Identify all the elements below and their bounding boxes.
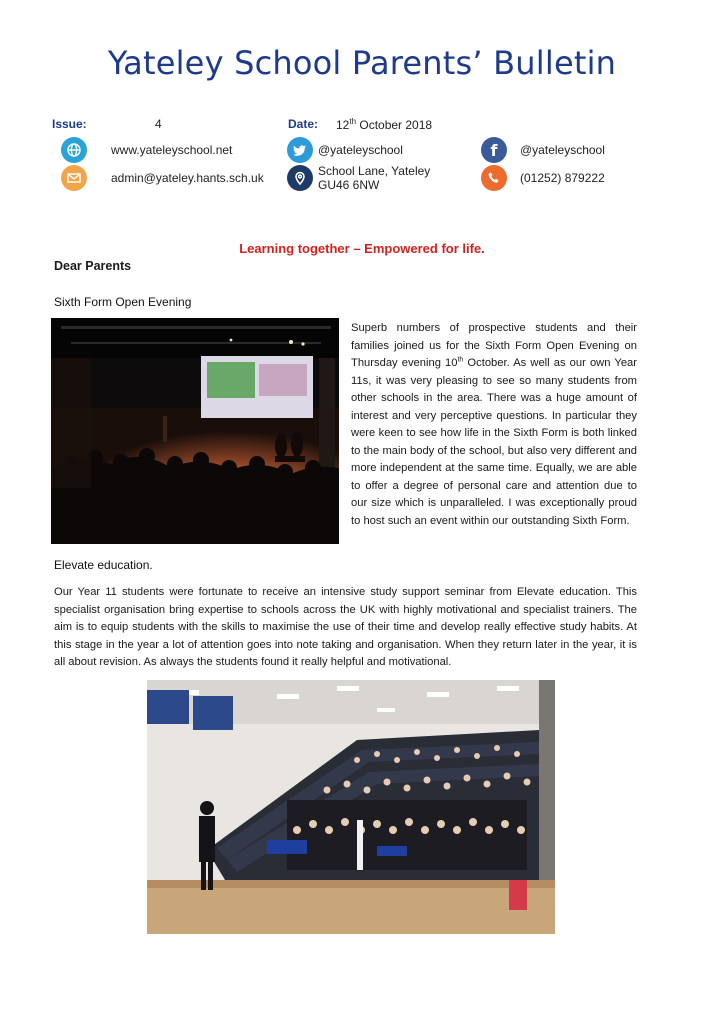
envelope-icon xyxy=(61,165,87,191)
school-motto: Learning together – Empowered for life. xyxy=(239,241,485,256)
email-text: admin@yateley.hants.sch.uk xyxy=(111,171,264,185)
open-evening-photo xyxy=(51,318,339,544)
date-suffix: th xyxy=(349,117,357,126)
section-heading-open-evening: Sixth Form Open Evening xyxy=(54,295,192,309)
issue-label: Issue: xyxy=(52,117,87,131)
globe-icon xyxy=(61,137,87,163)
phone-icon xyxy=(481,165,507,191)
open-evening-text-sup: th xyxy=(457,356,464,364)
address-line2: GU46 6NW xyxy=(318,178,380,192)
salutation: Dear Parents xyxy=(54,259,132,273)
elevate-seminar-photo xyxy=(147,680,555,934)
date-rest: October 2018 xyxy=(356,118,433,132)
elevate-paragraph: Our Year 11 students were fortunate to receive an intensive study support seminar from Elevate education. This specialist organisation bring expertise to schools across the UK with highly motivational and specialist trainers. The aim is to equip students with the skills to maximise the use of their time and develop really effective study habits. At this stage in the year a lot of attention goes into note taking and organisation. When they return later in the year, it is all about revision. As always the students found it really helpful and motivational. xyxy=(54,586,637,669)
phone-text: (01252) 879222 xyxy=(520,171,605,185)
open-evening-paragraph xyxy=(351,320,637,530)
facebook-icon: f xyxy=(481,137,507,163)
address-text xyxy=(318,164,430,192)
issue-value: 4 xyxy=(155,117,162,131)
section-heading-elevate: Elevate education. xyxy=(54,558,153,572)
date-day: 12 xyxy=(336,118,350,132)
twitter-text: @yateleyschool xyxy=(318,143,403,157)
facebook-text: @yateleyschool xyxy=(520,143,605,157)
date-value xyxy=(336,117,432,132)
date-label: Date: xyxy=(288,117,319,131)
open-evening-text-a: Superb numbers of prospective students and their families joined us for the Sixth Form Open Evening on Thursday evening 10 xyxy=(351,322,637,369)
twitter-bird-icon xyxy=(287,137,313,163)
map-pin-icon xyxy=(287,165,313,191)
website-text: www.yateleyschool.net xyxy=(111,143,233,157)
address-line1: School Lane, Yateley xyxy=(318,164,431,178)
open-evening-text-b: October. As well as our own Year 11s, it was very pleasing to see so many students from other schools in the area. There was a huge amount of interest and very perceptive questions. In particular they were keen to see how life in the Sixth Form is both linked to the main body of the school, but also very different and more independent at the same time. Equally, we are able to offer a degree of personal care and attention due to our size which is unparalleled. I was exceptionally proud to host such an event within our outstanding Sixth Form. xyxy=(351,357,637,527)
bulletin-title: Yateley School Parents’ Bulletin xyxy=(107,44,617,82)
